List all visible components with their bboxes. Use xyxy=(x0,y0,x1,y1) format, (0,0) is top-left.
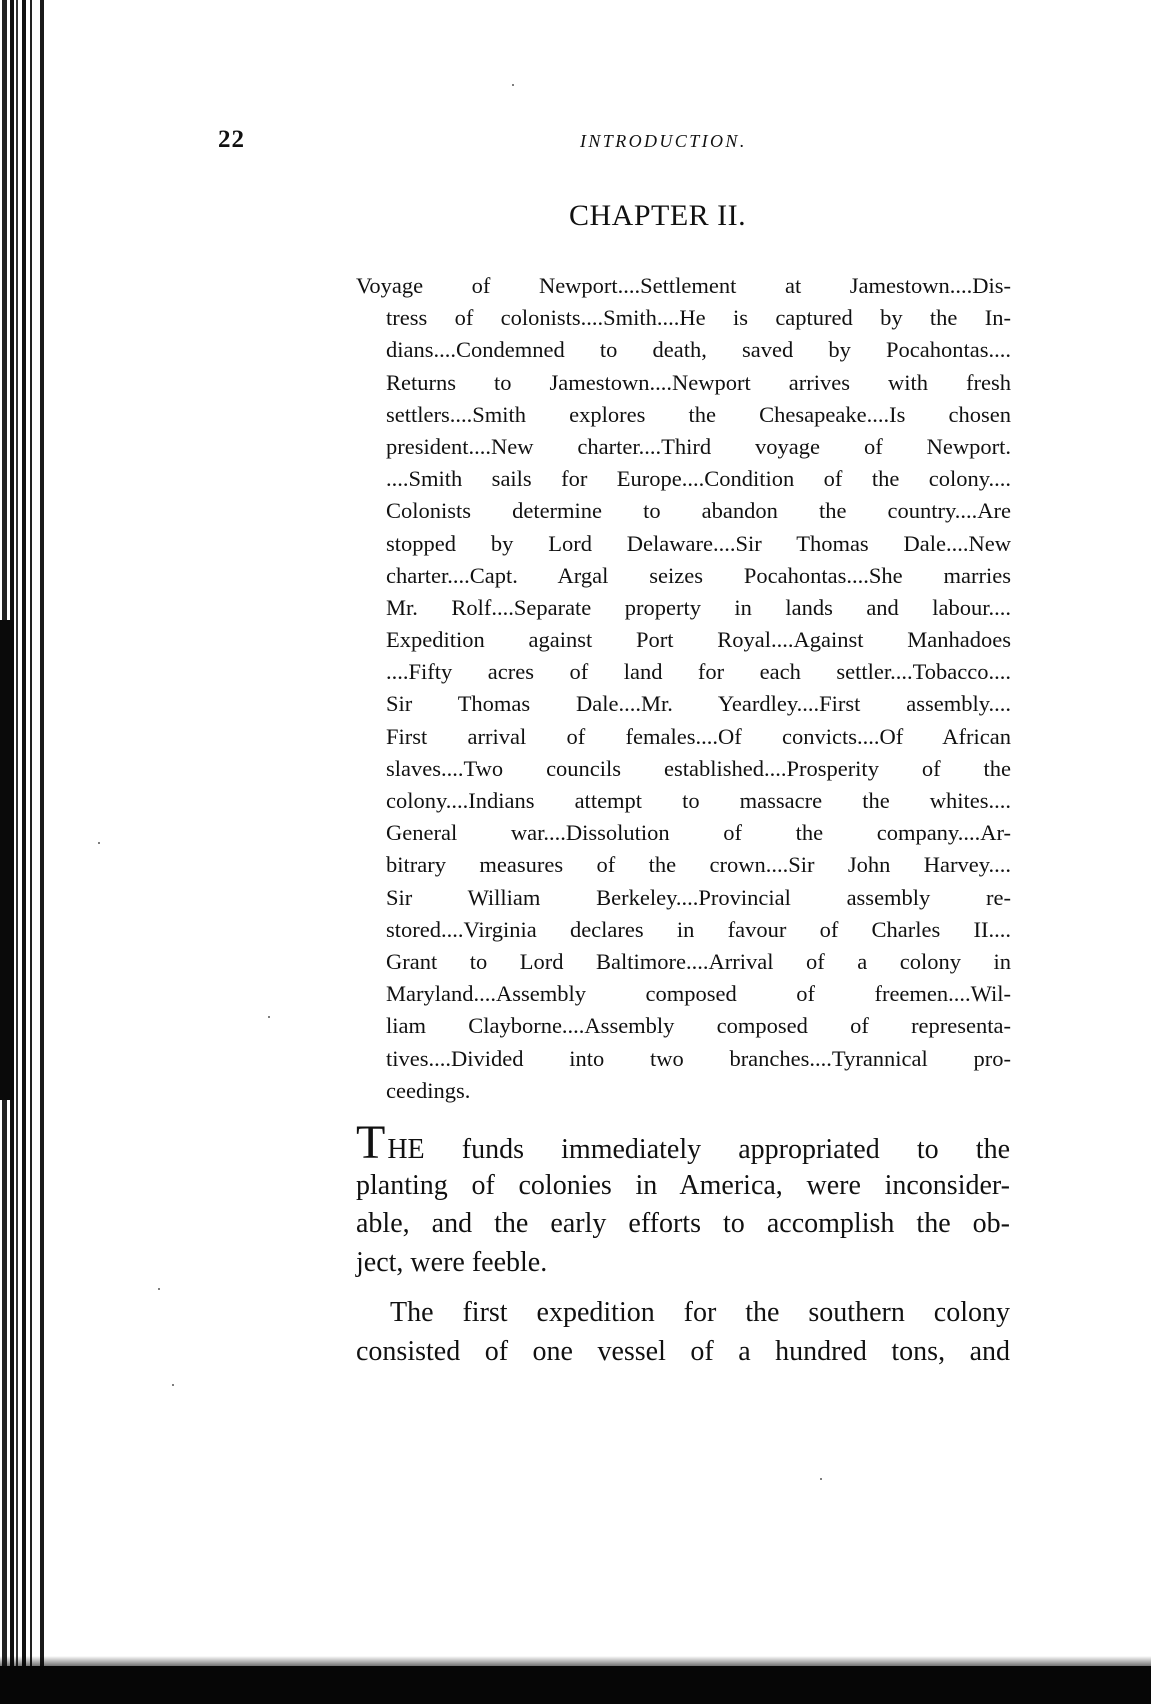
summary-line: ceedings. xyxy=(386,1077,471,1103)
drop-cap: T xyxy=(356,1116,386,1169)
summary-line: Colonists determine to abandon the country....Are xyxy=(386,498,1011,524)
scan-speck xyxy=(512,84,514,86)
page-number: 22 xyxy=(218,126,245,153)
summary-line: charter....Capt. Argal seizes Pocahontas....She marries xyxy=(386,562,1011,588)
summary-line: Sir William Berkeley....Provincial assembly re- xyxy=(386,884,1011,910)
summary-line: stopped by Lord Delaware....Sir Thomas Dale....New xyxy=(386,530,1011,556)
summary-line: bitrary measures of the crown....Sir John Harvey.... xyxy=(386,852,1011,878)
summary-line: tress of colonists....Smith....He is captured by the In- xyxy=(386,305,1011,331)
summary-line: Voyage of Newport....Settlement at Jamestown....Dis- xyxy=(356,273,1011,298)
summary-line: settlers....Smith explores the Chesapeake....Is chosen xyxy=(386,401,1011,427)
body-line: planting of colonies in America, were inconsider- xyxy=(356,1169,1010,1201)
summary-line: slaves....Two councils established....Prosperity of the xyxy=(386,755,1011,781)
summary-line: Grant to Lord Baltimore....Arrival of a colony in xyxy=(386,948,1011,974)
body-text xyxy=(356,1116,1010,1371)
summary-line: Expedition against Port Royal....Against Manhadoes xyxy=(386,627,1011,653)
scan-speck xyxy=(820,1478,822,1480)
summary-line: General war....Dissolution of the company....Ar- xyxy=(386,820,1011,846)
binding-shadow xyxy=(0,620,14,1100)
summary-line: ....Fifty acres of land for each settler....Tobacco.... xyxy=(386,659,1011,685)
scan-speck xyxy=(158,1288,160,1290)
body-paragraph-first-line xyxy=(356,1116,1010,1169)
summary-line: Returns to Jamestown....Newport arrives with fresh xyxy=(386,369,1011,395)
summary-line: First arrival of females....Of convicts....Of African xyxy=(386,723,1011,749)
summary-line: liam Clayborne....Assembly composed of representa- xyxy=(386,1013,1011,1039)
body-line: The first expedition for the southern colony xyxy=(390,1297,1010,1328)
bottom-scan-edge xyxy=(0,1666,1151,1704)
chapter-title: CHAPTER II. xyxy=(569,199,747,232)
running-title: INTRODUCTION. xyxy=(580,131,747,151)
paragraph-gap xyxy=(356,1282,1010,1294)
body-line: ject, were feeble. xyxy=(356,1246,548,1278)
scan-speck xyxy=(172,1384,174,1386)
summary-line: president....New charter....Third voyage of Newport. xyxy=(386,433,1011,459)
summary-line: stored....Virginia declares in favour of Charles II.... xyxy=(386,916,1011,942)
summary-line: colony....Indians attempt to massacre the whites.... xyxy=(386,788,1011,813)
summary-line: Maryland....Assembly composed of freemen....Wil- xyxy=(386,981,1011,1007)
scan-speck xyxy=(268,1016,270,1018)
summary-line: tives....Divided into two branches....Tyrannical pro- xyxy=(386,1045,1011,1071)
summary-line: Mr. Rolf....Separate property in lands and labour.... xyxy=(386,594,1011,620)
bottom-shadow-fade xyxy=(0,1656,1151,1666)
summary-line: dians....Condemned to death, saved by Pocahontas.... xyxy=(386,337,1011,363)
summary-line: ....Smith sails for Europe....Condition of the colony.... xyxy=(386,466,1011,492)
body-line-text: HE funds immediately appropriated to the xyxy=(387,1134,1010,1165)
chapter-summary xyxy=(356,270,1011,1107)
scan-speck xyxy=(98,842,100,844)
body-line: able, and the early efforts to accomplish the ob- xyxy=(356,1208,1010,1239)
summary-line: Sir Thomas Dale....Mr. Yeardley....First assembly.... xyxy=(386,691,1011,717)
body-line: consisted of one vessel of a hundred tons, and xyxy=(356,1335,1010,1367)
